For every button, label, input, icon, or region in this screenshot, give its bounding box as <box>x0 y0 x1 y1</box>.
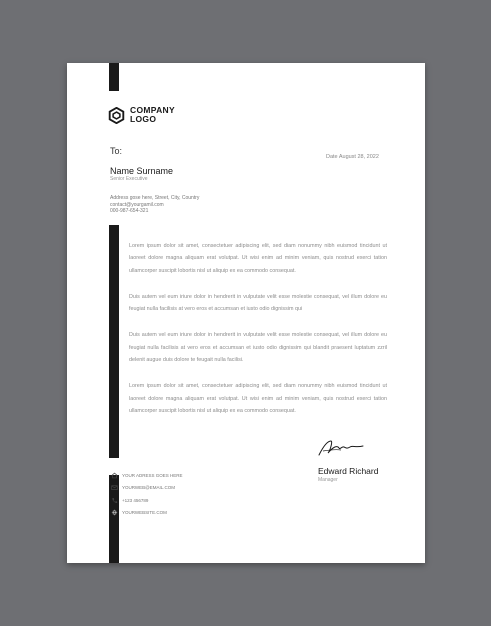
contact-address <box>111 469 183 482</box>
accent-bar-middle <box>109 225 119 458</box>
hexagon-logo-icon <box>108 107 125 124</box>
signer-role: Manager <box>318 477 338 483</box>
logo-line-2: LOGO <box>130 114 157 124</box>
letter-body <box>129 240 387 431</box>
company-logo <box>108 106 175 124</box>
accent-bar-top <box>109 63 119 91</box>
body-paragraph-3: Duis autem vel eum iriure dolor in hendrerit in vulputate velit esse molestie consequat, vel illum dolore eu feugiat nulla facilisis at vero eros et accumsan et iusto odio dignissim qui blandit praesent luptatum zzril delenit augue duis dolore te feugait nulla facilisi. <box>129 332 387 364</box>
phone-icon <box>111 497 118 504</box>
contact-email-text: YOURWEB@EMAIL.COM <box>122 485 175 491</box>
signer-name: Edward Richard <box>318 466 379 476</box>
contact-address-text: YOUR ADRESS GOES HERE <box>122 472 183 478</box>
contact-phone <box>111 494 183 507</box>
logo-line-1: COMPANY <box>130 105 175 115</box>
body-paragraph-2: Duis autem vel eum iriure dolor in hendrerit in vulputate velit esse molestie consequat, vel illum dolore eu feugiat nulla facilisis at vero eros et accumsan et iusto odio dignissim qui <box>129 293 387 313</box>
body-paragraph-4: Lorem ipsum dolor sit amet, consectetuer adipiscing elit, sed diam nonummy nibh euismod tincidunt ut laoreet dolore magna aliquam erat volutpat. Ut wisi enim ad minim veniam, quis nostrud exerci tation ullamcorper suscipit lobortis nisl ut aliquip ex ea commodo consequat. <box>129 383 387 414</box>
recipient-phone: 000-987-654-321 <box>110 208 149 214</box>
home-icon <box>111 472 118 479</box>
signature-scribble <box>317 437 365 459</box>
recipient-name: Name Surname <box>110 166 174 176</box>
globe-icon <box>111 509 118 516</box>
recipient-address-block <box>110 195 199 215</box>
envelope-icon <box>111 484 118 491</box>
contact-website <box>111 507 183 520</box>
recipient-address: Address gose here, Street, City, Country <box>110 195 200 201</box>
contact-website-text: YOURWEBSITE.COM <box>122 510 167 516</box>
body-paragraph-1: Lorem ipsum dolor sit amet, consectetuer adipiscing elit, sed diam nonummy nibh euismod tincidunt ut laoreet dolore magna aliquam erat volutpat. Ut wisi enim ad minim veniam, quis nostrud exerci tation ullamcorper suscipit lobortis nisl ut aliquip ex ea commodo consequat. <box>129 243 387 274</box>
contact-phone-text: +123 456789 <box>122 497 149 503</box>
letter-date: Date August 28, 2022 <box>326 154 379 160</box>
contact-email <box>111 482 183 495</box>
letterhead-page <box>67 63 425 563</box>
footer-contacts <box>111 469 183 519</box>
recipient-email: contact@yourgamil.com <box>110 201 164 208</box>
recipient-role: Senior Executive <box>110 176 148 182</box>
logo-text <box>130 106 175 124</box>
to-label: To: <box>110 146 123 156</box>
